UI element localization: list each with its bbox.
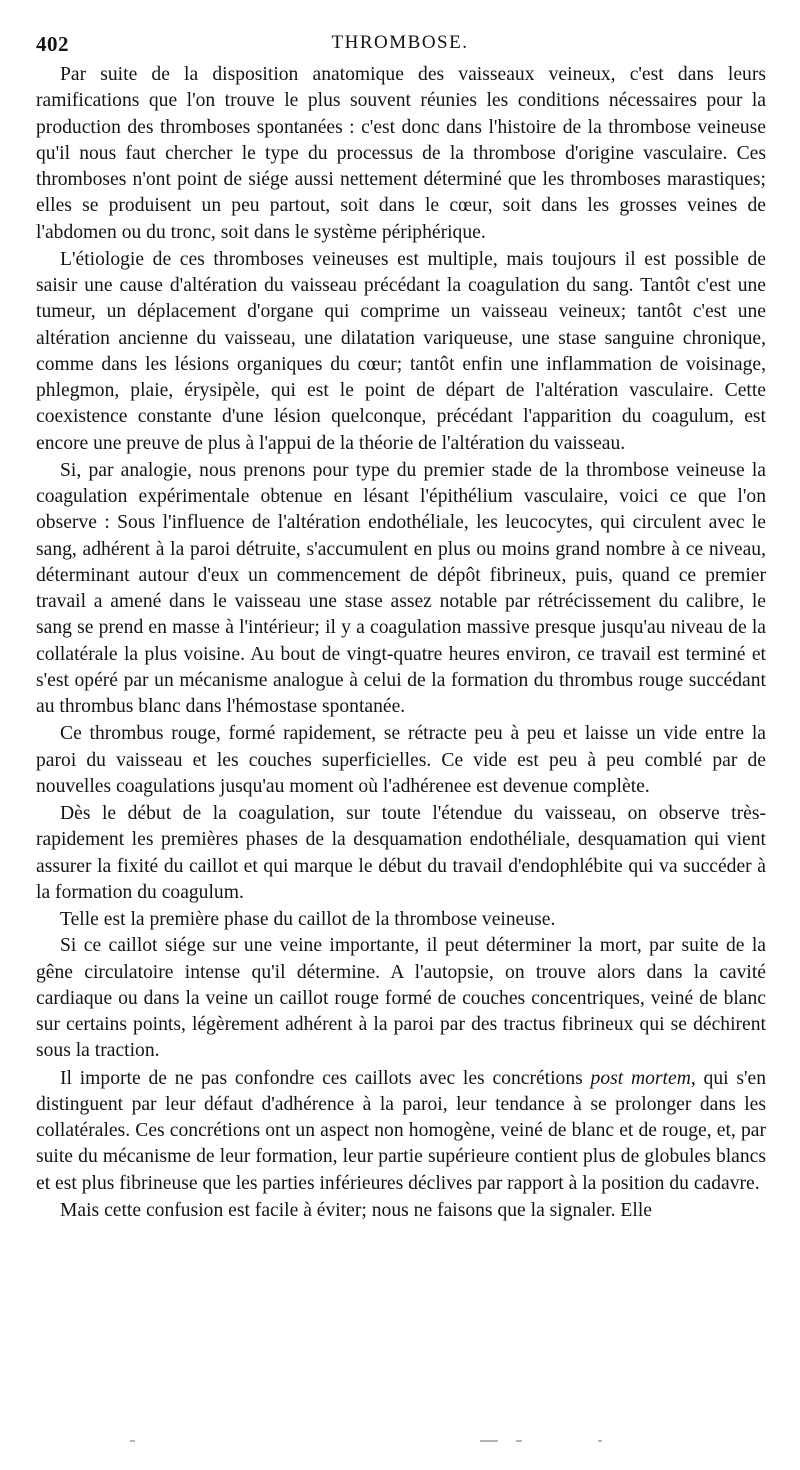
- body-text: [36, 62, 766, 1225]
- paragraph-closing: Mais cette confusion est facile à éviter; nous ne faisons que la signaler. Elle: [60, 1199, 652, 1221]
- post-mortem-text-after: , qui s'en distinguent par leur défaut d'adhérence à la paroi, leur tendance à se prolonger dans les collatérales. Ces concrétions ont un aspect non homogène, veiné de blanc et de rouge, et, par suite du mécanisme de leur formation, leur partie supérieure contient plus de globules blancs et est plus fibrineuse que les parties inférieures déclives par rapport à la position du cadavre.: [36, 1067, 766, 1194]
- scan-speck: [598, 1440, 602, 1442]
- paragraph-red-thrombus: Ce thrombus rouge, formé rapidement, se rétracte peu à peu et laisse un vide entre la paroi du vaisseau et les couches superficielles. Ce vide est peu à peu comblé par de nouvelles coagulations jusqu'au moment où l'adhérenee est devenue complète.: [36, 723, 766, 797]
- paragraph-endothelial-desquamation: Dès le début de la coagulation, sur toute l'étendue du vaisseau, on observe très-rapidement les premières phases de la desquamation endothéliale, desquamation qui vient assurer la fixité du caillot et qui marque le début du travail d'endophlébite qui va succéder à la formation du coagulum.: [36, 803, 766, 903]
- paragraph-post-mortem-concretions: [36, 1066, 766, 1197]
- page-number: 402: [36, 32, 69, 56]
- scan-artifacts: [0, 1440, 800, 1450]
- scan-speck: [480, 1440, 498, 1442]
- paragraph-first-phase: Telle est la première phase du caillot de la thrombose veineuse.: [60, 909, 556, 930]
- post-mortem-text-before: Il importe de ne pas confondre ces caillots avec les concrétions: [60, 1067, 591, 1089]
- paragraph-autopsy: Si ce caillot siége sur une veine importante, il peut déterminer la mort, par suite de la gêne circulatoire intense qu'il détermine. A l'autopsie, on trouve alors dans la cavité cardiaque ou dans la veine un caillot rouge formé de couches concentriques, veiné de blanc sur certains points, légèrement adhérent à la paroi par des tractus fibrineux qui se déchirent sous la traction.: [36, 935, 766, 1062]
- running-head: [36, 28, 764, 58]
- scan-speck: [130, 1440, 135, 1442]
- paragraph-venous-thrombosis-location: Par suite de la disposition anatomique des vaisseaux veineux, c'est dans leurs ramifications que l'on trouve le plus souvent réunies les conditions nécessaires pour la production des thromboses spontanées : c'est donc dans l'histoire de la thrombose veineuse qu'il nous faut chercher le type du processus de la thrombose d'origine vasculaire. Ces thromboses n'ont point de siége aussi nettement déterminé que les thromboses marastiques; elles se produisent un peu partout, soit dans le cœur, soit dans les grosses veines de l'abdomen ou du tronc, soit dans le système périphérique.: [36, 64, 766, 243]
- paragraph-etiology: L'étiologie de ces thromboses veineuses est multiple, mais toujours il est possible de saisir une cause d'altération du vaisseau précédant la coagulation du sang. Tantôt c'est une tumeur, un déplacement d'organe qui comprime un vaisseau veineux; tantôt c'est une altération ancienne du vaisseau, une dilatation variqueuse, une stase sanguine chronique, comme dans les lésions organiques du cœur; tantôt enfin une inflammation de voisinage, phlegmon, plaie, érysipèle, qui est le point de départ de l'altération vasculaire. Cette coexistence constante d'une lésion quelconque, précédant l'apparition du coagulum, est encore une preuve de plus à l'appui de la théorie de l'altération du vaisseau.: [36, 248, 766, 454]
- scan-speck: [516, 1440, 522, 1442]
- running-title: THROMBOSE.: [331, 32, 469, 53]
- paragraph-experimental-coagulation: Si, par analogie, nous prenons pour type du premier stade de la thrombose veineuse la coagulation expérimentale obtenue en lésant l'épithélium vasculaire, voici ce que l'on observe : Sous l'influence de l'altération endothéliale, les leucocytes, qui circulent avec le sang, adhérent à la paroi détruite, s'accumulent en plus ou moins grand nombre à ce niveau, déterminant autour d'eux un commencement de dépôt fibrineux, puis, quand ce premier travail a amené dans le vaisseau une stase assez notable par rétrécissement du calibre, le sang se prend en masse à l'intérieur; il y a coagulation massive presque jusqu'au niveau de la collatérale la plus voisine. Au bout de vingt-quatre heures environ, ce travail est terminé et s'est opéré par un mécanisme analogue à celui de la formation du thrombus rouge succédant au thrombus blanc dans l'hémostase spontanée.: [36, 459, 766, 717]
- post-mortem-italic-term: post mortem: [590, 1067, 691, 1089]
